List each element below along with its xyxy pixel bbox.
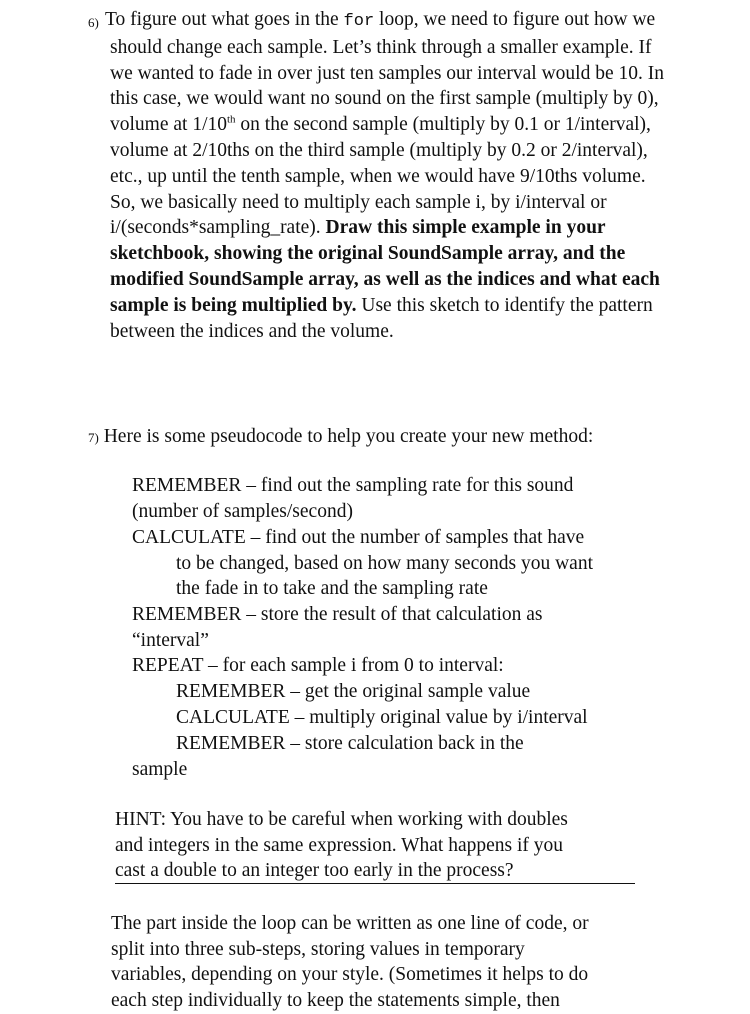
pseudocode-line: REMEMBER – store the result of that calculation as (132, 604, 543, 625)
hint-underline (115, 883, 635, 884)
pseudocode-line: CALCULATE – find out the number of samples that have (132, 527, 585, 548)
pseudocode-line: REMEMBER – get the original sample value (176, 681, 531, 702)
pseudocode-line: CALCULATE – multiply original value by i/interval (176, 707, 588, 728)
pseudocode-line: “interval” (132, 630, 209, 651)
item-6-text-2: on the second sample (multiply by 0.1 or 1/interval), volume at 2/10ths on the third sample (multiply by 0.2 or 2/interval), etc., up until the tenth sample, when we would have 9/10ths volume. So, we basically need to multiply each sample i, by i/interval or i/(seconds*sampling_rate). (110, 114, 651, 239)
pseudocode-line: (number of samples/second) (132, 501, 353, 522)
item-7-number: 7) (88, 430, 99, 445)
item-6-bold-instruction: Draw this simple example in your sketchbook, showing the original SoundSample array, and the modified SoundSample array, as well as the indices and what each sample is being multiplied by. (110, 217, 660, 316)
item-6-text-1: loop, we need to figure out how we should change each sample. Let’s think through a smaller example. If we wanted to fade in over just ten samples our interval would be 10. In this case, we would want no sound on the first sample (multiply by 0), volume at 1/10 (110, 9, 664, 136)
for-keyword: for (343, 12, 375, 31)
item-7-text: Here is some pseudocode to help you create your new method: (103, 426, 594, 447)
hint-line: HINT: You have to be careful when working with doubles (115, 809, 568, 830)
pseudocode-line: the fade in to take and the sampling rate (176, 578, 488, 599)
hint-line: and integers in the same expression. What happens if you (115, 835, 564, 856)
superscript-th: th (226, 113, 236, 126)
pseudocode-line: sample (132, 759, 188, 780)
closing-line: each step individually to keep the statements simple, then (111, 990, 560, 1011)
item-6-number: 6) (88, 15, 99, 30)
hint-line: cast a double to an integer too early in the process? (115, 860, 514, 881)
item-6-lead: To figure out what goes in the (105, 9, 339, 30)
pseudocode-line: to be changed, based on how many seconds you want (176, 553, 593, 574)
closing-line: The part inside the loop can be written as one line of code, or (111, 913, 589, 934)
closing-line: variables, depending on your style. (Sometimes it helps to do (111, 964, 589, 985)
pseudocode-line: REMEMBER – store calculation back in the (176, 733, 524, 754)
pseudocode-line: REMEMBER – find out the sampling rate for this sound (132, 475, 574, 496)
closing-line: split into three sub-steps, storing values in temporary (111, 939, 525, 960)
item-6-paragraph (105, 7, 670, 344)
pseudocode-line: REPEAT – for each sample i from 0 to interval: (132, 655, 504, 676)
item-7-line (88, 424, 593, 451)
item-6-text-3: Use this sketch to identify the pattern between the indices and the volume. (110, 294, 653, 342)
